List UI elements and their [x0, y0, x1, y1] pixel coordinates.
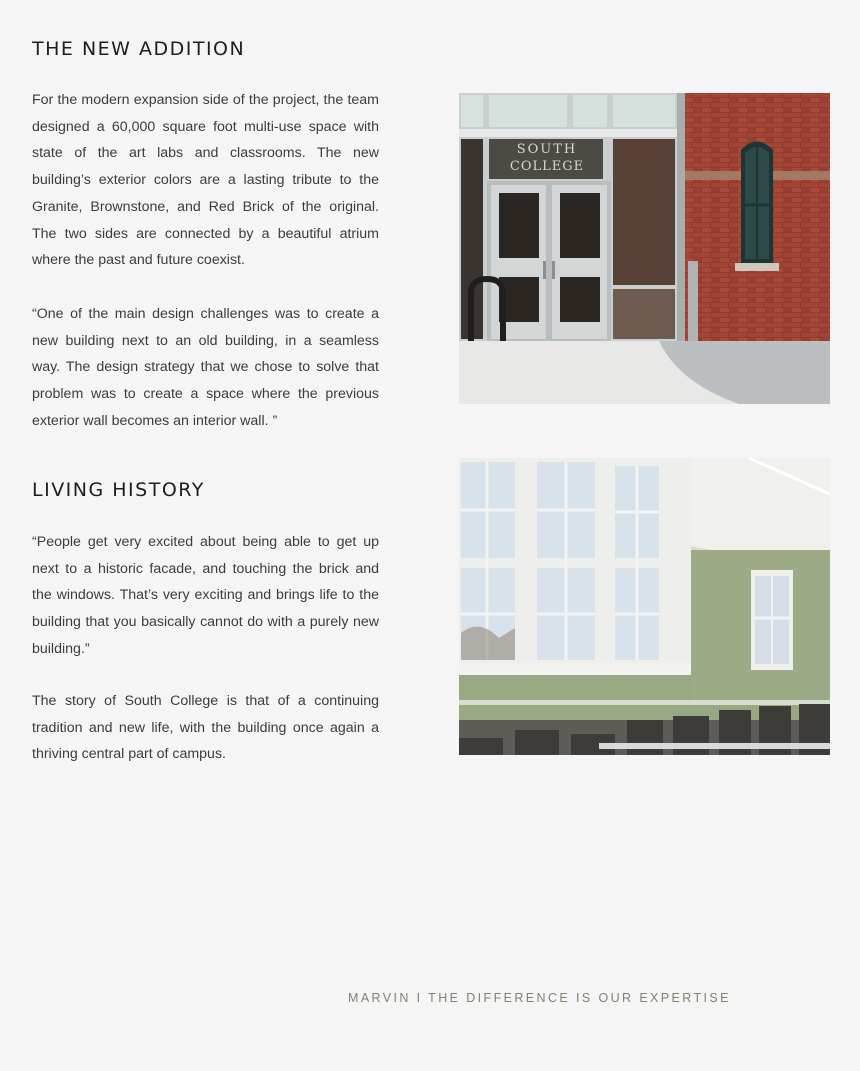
footer-tagline: MARVIN I THE DIFFERENCE IS OUR EXPERTISE: [348, 991, 731, 1005]
classroom-photo: [459, 458, 830, 755]
paragraph-story: The story of South College is that of a continuing tradition and new life, with the building once again a thriving central part of campus.: [32, 693, 379, 763]
paragraph-design-quote: “One of the main design challenges was to create a new building next to an old building, in a seamless way. The design strategy that we chose to solve that problem was to create a space where the previous exterior wall becomes an interior wall. ”: [32, 306, 379, 429]
entrance-photo: [459, 93, 830, 404]
sign-text-south: SOUTH: [516, 142, 578, 157]
section-heading-new-addition: THE NEW ADDITION: [32, 38, 246, 60]
sign-text-college: COLLEGE: [509, 159, 585, 174]
paragraph-history-quote: “People get very excited about being able to get up next to a historic facade, and touching the brick and the windows. That’s very exciting and brings life to the building that you basically cannot do with a purely new building.”: [32, 534, 379, 657]
paragraph-new-addition: For the modern expansion side of the project, the team designed a 60,000 square foot multi-use space with state of the art labs and classrooms. The new building’s exterior colors are a lasting tribute to the Granite, Brownstone, and Red Brick of the original. The two sides are connected by a beautiful atrium where the past and future coexist.: [32, 92, 379, 269]
section-heading-living-history: LIVING HISTORY: [32, 479, 205, 501]
